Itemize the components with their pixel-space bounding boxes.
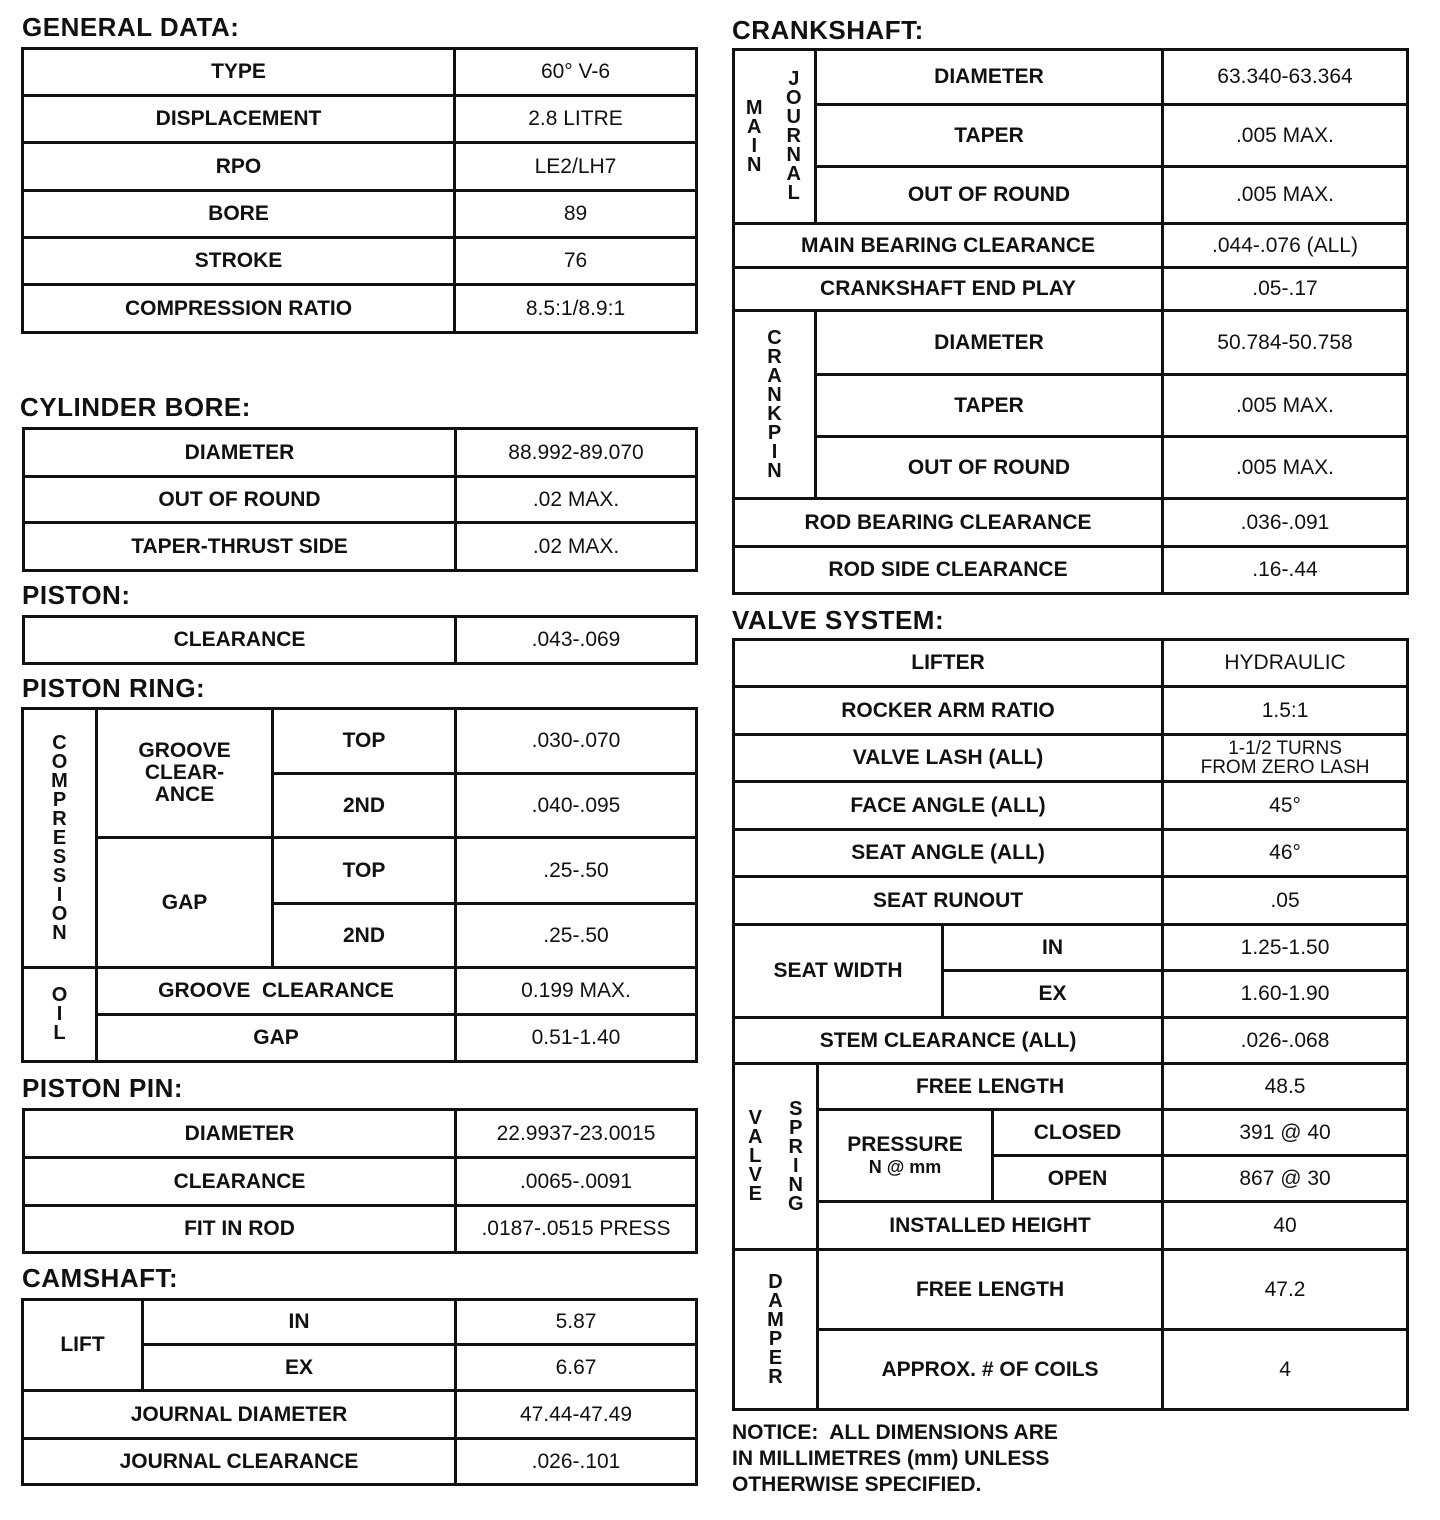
stroke-value: 76	[455, 238, 697, 285]
vertical-letter: C	[767, 326, 782, 349]
bore-label: BORE	[23, 191, 455, 238]
table-row	[734, 782, 1408, 830]
vertical-letter: L	[787, 182, 800, 204]
groove-2nd-value: .040-.095	[456, 774, 697, 838]
rod-side-label: ROD SIDE CLEARANCE	[734, 547, 1163, 594]
table-row	[734, 375, 1408, 437]
vertical-letter: L	[749, 1145, 762, 1167]
crankpin-vertical-label	[734, 311, 816, 499]
camshaft-table	[21, 1298, 698, 1486]
groove-clearance-label: GROOVE CLEAR- ANCE	[97, 709, 273, 838]
vertical-letter: O	[51, 902, 68, 925]
seat-width-ex-value: 1.60-1.90	[1163, 971, 1408, 1018]
table-row	[24, 429, 697, 477]
lift-ex-label: EX	[143, 1345, 456, 1391]
vertical-letter: R	[768, 1365, 783, 1388]
bore-out-of-round-value: .02 MAX.	[456, 477, 697, 523]
journal-vertical-label	[774, 50, 816, 224]
stem-clearance-label: STEM CLEARANCE (ALL)	[734, 1018, 1163, 1064]
pin-taper-value: .005 MAX.	[1163, 375, 1408, 437]
journal-diameter-value: 47.44-47.49	[456, 1391, 697, 1439]
main-letters	[739, 96, 770, 176]
piston-clearance-label: CLEARANCE	[24, 617, 456, 664]
piston-clearance-value: .043-.069	[456, 617, 697, 664]
vertical-letter: R	[52, 807, 67, 830]
piston-pin-heading: PISTON PIN:	[22, 1073, 184, 1103]
valve-system-table	[732, 638, 1409, 1411]
displacement-label: DISPLACEMENT	[23, 96, 455, 143]
table-row	[734, 640, 1408, 687]
vertical-letter: V	[748, 1164, 762, 1186]
oil-letters	[28, 986, 91, 1043]
rod-side-value: .16-.44	[1163, 547, 1408, 594]
type-value: 60° V-6	[455, 49, 697, 96]
spring-letters	[780, 1097, 813, 1215]
end-play-label: CRANKSHAFT END PLAY	[734, 268, 1163, 311]
vertical-letter: I	[792, 1154, 799, 1177]
rocker-arm-value: 1.5:1	[1163, 687, 1408, 735]
journal-clearance-label: JOURNAL CLEARANCE	[23, 1439, 456, 1485]
lift-ex-value: 6.67	[456, 1345, 697, 1391]
pin-clearance-label: CLEARANCE	[24, 1158, 456, 1206]
vertical-letter: N	[747, 153, 762, 176]
valve-lash-label: VALVE LASH (ALL)	[734, 735, 1163, 782]
main-bearing-value: .044-.076 (ALL)	[1163, 224, 1408, 268]
piston-pin-table	[22, 1108, 698, 1254]
vertical-letter: R	[786, 125, 801, 147]
vertical-letter: I	[771, 440, 778, 463]
piston-ring-heading: PISTON RING:	[22, 673, 206, 703]
vertical-letter: N	[52, 921, 67, 944]
pin-taper-label: TAPER	[816, 375, 1163, 437]
seat-runout-value: .05	[1163, 877, 1408, 925]
pressure-label: PRESSURE N @ mm	[818, 1110, 993, 1202]
installed-height-value: 40	[1163, 1202, 1408, 1250]
table-row	[734, 925, 1408, 971]
table-row	[23, 1391, 697, 1439]
valve-letters	[739, 1109, 772, 1204]
face-angle-label: FACE ANGLE (ALL)	[734, 782, 1163, 830]
installed-height-label: INSTALLED HEIGHT	[818, 1202, 1163, 1250]
seat-width-in-label: IN	[943, 925, 1163, 971]
table-row	[23, 238, 697, 285]
table-row	[24, 1158, 697, 1206]
crankshaft-heading: CRANKSHAFT:	[732, 15, 924, 45]
cylinder-bore-heading: CYLINDER BORE:	[20, 392, 251, 422]
crankpin-diameter-value: 50.784-50.758	[1163, 311, 1408, 375]
open-label: OPEN	[993, 1156, 1163, 1202]
table-row	[734, 1250, 1408, 1330]
pin-diameter-label: DIAMETER	[816, 311, 1163, 375]
vertical-letter: A	[767, 364, 782, 387]
table-row	[734, 437, 1408, 499]
vertical-letter: A	[786, 163, 801, 185]
vertical-letter: E	[748, 1183, 762, 1205]
damper-free-length-label: FREE LENGTH	[818, 1250, 1163, 1330]
table-row	[24, 1110, 697, 1158]
journal-diameter-label: JOURNAL DIAMETER	[23, 1391, 456, 1439]
vertical-letter: I	[751, 134, 758, 157]
table-row	[734, 1110, 1408, 1156]
main-vertical-label	[734, 50, 774, 224]
table-row	[24, 523, 697, 571]
valve-lash-value: 1-1/2 TURNS FROM ZERO LASH	[1163, 735, 1408, 782]
pin-oor-value: .005 MAX.	[1163, 437, 1408, 499]
rod-bearing-label: ROD BEARING CLEARANCE	[734, 499, 1163, 547]
crankpin-letters	[739, 326, 810, 482]
table-row	[734, 268, 1408, 311]
gap-2nd-label: 2ND	[273, 904, 456, 968]
lift-label: LIFT	[23, 1300, 143, 1391]
table-row	[23, 49, 697, 96]
vertical-letter: M	[767, 1308, 784, 1331]
fit-in-rod-label: FIT IN ROD	[24, 1206, 456, 1253]
lifter-label: LIFTER	[734, 640, 1163, 687]
vertical-letter: O	[51, 750, 68, 773]
vertical-letter: A	[748, 1126, 763, 1148]
table-row	[23, 285, 697, 333]
vertical-letter: I	[56, 1003, 63, 1025]
seat-width-label: SEAT WIDTH	[734, 925, 943, 1018]
general-data-table	[21, 47, 698, 334]
vertical-letter: I	[56, 883, 63, 906]
lift-in-label: IN	[143, 1300, 456, 1345]
bore-diameter-label: DIAMETER	[24, 429, 456, 477]
vertical-letter: U	[786, 106, 801, 128]
main-taper-label: TAPER	[816, 105, 1163, 167]
vertical-letter: N	[767, 459, 782, 482]
lifter-value: HYDRAULIC	[1163, 640, 1408, 687]
spring-vertical-label	[776, 1064, 818, 1250]
gap-label: GAP	[97, 838, 273, 968]
table-row	[23, 709, 697, 774]
piston-table	[22, 615, 698, 665]
seat-width-ex-label: EX	[943, 971, 1163, 1018]
piston-ring-table	[21, 707, 698, 1063]
main-diameter-label: DIAMETER	[816, 50, 1163, 105]
spring-free-length-label: FREE LENGTH	[818, 1064, 1163, 1110]
pin-diameter-label: DIAMETER	[24, 1110, 456, 1158]
table-row	[734, 1330, 1408, 1410]
gap-2nd-value: .25-.50	[456, 904, 697, 968]
table-row	[734, 830, 1408, 877]
vertical-letter: O	[51, 984, 68, 1006]
notice-text: NOTICE: ALL DIMENSIONS ARE IN MILLIMETRES (mm) UNLESS OTHERWISE SPECIFIED.	[732, 1421, 1058, 1496]
table-row	[734, 877, 1408, 925]
table-row	[734, 224, 1408, 268]
piston-heading: PISTON:	[22, 580, 131, 610]
taper-thrust-label: TAPER-THRUST SIDE	[24, 523, 456, 571]
general-data-heading: GENERAL DATA:	[22, 12, 240, 42]
open-value: 867 @ 30	[1163, 1156, 1408, 1202]
pin-oor-label: OUT OF ROUND	[816, 437, 1163, 499]
seat-angle-label: SEAT ANGLE (ALL)	[734, 830, 1163, 877]
pin-diameter-value: 22.9937-23.0015	[456, 1110, 697, 1158]
gap-top-label: TOP	[273, 838, 456, 904]
main-oor-label: OUT OF ROUND	[816, 167, 1163, 224]
table-row	[734, 1064, 1408, 1110]
table-row	[734, 735, 1408, 782]
oil-vertical-label	[23, 968, 97, 1062]
groove-top-value: .030-.070	[456, 709, 697, 774]
main-bearing-label: MAIN BEARING CLEARANCE	[734, 224, 1163, 268]
rpo-label: RPO	[23, 143, 455, 191]
table-row	[734, 167, 1408, 224]
taper-thrust-value: .02 MAX.	[456, 523, 697, 571]
coils-label: APPROX. # OF COILS	[818, 1330, 1163, 1410]
compression-vertical-label	[23, 709, 97, 968]
table-row	[23, 838, 697, 904]
vertical-letter: L	[53, 1022, 66, 1044]
cylinder-bore-table	[22, 427, 698, 572]
groove-top-label: TOP	[273, 709, 456, 774]
rpo-value: LE2/LH7	[455, 143, 697, 191]
vertical-letter: P	[768, 1327, 783, 1350]
vertical-letter: E	[52, 826, 67, 849]
vertical-letter: E	[768, 1346, 783, 1369]
damper-free-length-value: 47.2	[1163, 1250, 1408, 1330]
damper-vertical-label	[734, 1250, 818, 1410]
vertical-letter: V	[748, 1107, 762, 1129]
valve-vertical-label	[734, 1064, 776, 1250]
displacement-value: 2.8 LITRE	[455, 96, 697, 143]
end-play-value: .05-.17	[1163, 268, 1408, 311]
vertical-letter: J	[788, 68, 800, 90]
table-row	[734, 499, 1408, 547]
vertical-letter: N	[767, 383, 782, 406]
table-row	[734, 687, 1408, 735]
main-diameter-value: 63.340-63.364	[1163, 50, 1408, 105]
vertical-letter: N	[786, 144, 801, 166]
table-row	[23, 1300, 697, 1345]
camshaft-heading: CAMSHAFT:	[22, 1263, 179, 1293]
bore-value: 89	[455, 191, 697, 238]
table-row	[23, 191, 697, 238]
vertical-letter: R	[767, 345, 782, 368]
type-label: TYPE	[23, 49, 455, 96]
pin-clearance-value: .0065-.0091	[456, 1158, 697, 1206]
oil-groove-clearance-label: GROOVE CLEARANCE	[97, 968, 456, 1015]
stroke-label: STROKE	[23, 238, 455, 285]
main-taper-value: .005 MAX.	[1163, 105, 1408, 167]
lift-in-value: 5.87	[456, 1300, 697, 1345]
closed-label: CLOSED	[993, 1110, 1163, 1156]
seat-angle-value: 46°	[1163, 830, 1408, 877]
table-row	[734, 1202, 1408, 1250]
seat-runout-label: SEAT RUNOUT	[734, 877, 1163, 925]
vertical-letter: K	[767, 402, 782, 425]
vertical-letter: A	[747, 115, 762, 138]
vertical-letter: C	[52, 731, 67, 754]
vertical-letter: N	[788, 1173, 803, 1196]
main-oor-value: .005 MAX.	[1163, 167, 1408, 224]
closed-value: 391 @ 40	[1163, 1110, 1408, 1156]
vertical-letter: P	[52, 788, 67, 811]
vertical-letter: G	[787, 1192, 804, 1215]
table-row	[23, 1015, 697, 1062]
oil-groove-clearance-value: 0.199 MAX.	[456, 968, 697, 1015]
table-row	[24, 477, 697, 523]
vertical-letter: S	[52, 864, 67, 887]
groove-2nd-label: 2ND	[273, 774, 456, 838]
table-row	[734, 311, 1408, 375]
crankshaft-table	[732, 48, 1409, 595]
vertical-letter: S	[789, 1097, 803, 1120]
oil-gap-value: 0.51-1.40	[456, 1015, 697, 1062]
compression-ratio-label: COMPRESSION RATIO	[23, 285, 455, 333]
table-row	[23, 143, 697, 191]
table-row	[23, 96, 697, 143]
table-row	[734, 1018, 1408, 1064]
table-row	[23, 1439, 697, 1485]
spring-free-length-value: 48.5	[1163, 1064, 1408, 1110]
table-row	[734, 547, 1408, 594]
table-row	[24, 1206, 697, 1253]
face-angle-value: 45°	[1163, 782, 1408, 830]
vertical-letter: M	[745, 96, 763, 119]
vertical-letter: A	[768, 1289, 783, 1312]
rod-bearing-value: .036-.091	[1163, 499, 1408, 547]
vertical-letter: O	[785, 87, 802, 109]
vertical-letter: S	[52, 845, 67, 868]
compression-ratio-value: 8.5:1/8.9:1	[455, 285, 697, 333]
table-row	[24, 617, 697, 664]
journal-letters	[778, 70, 811, 203]
table-row	[734, 50, 1408, 105]
bore-diameter-value: 88.992-89.070	[456, 429, 697, 477]
compression-letters	[28, 731, 91, 944]
stem-clearance-value: .026-.068	[1163, 1018, 1408, 1064]
vertical-letter: D	[768, 1270, 783, 1293]
vertical-letter: P	[789, 1116, 803, 1139]
vertical-letter: R	[788, 1135, 803, 1158]
coils-value: 4	[1163, 1330, 1408, 1410]
bore-out-of-round-label: OUT OF ROUND	[24, 477, 456, 523]
gap-top-value: .25-.50	[456, 838, 697, 904]
valve-system-heading: VALVE SYSTEM:	[732, 605, 945, 635]
seat-width-in-value: 1.25-1.50	[1163, 925, 1408, 971]
vertical-letter: M	[51, 769, 68, 792]
fit-in-rod-value: .0187-.0515 PRESS	[456, 1206, 697, 1253]
vertical-letter: P	[767, 421, 782, 444]
rocker-arm-label: ROCKER ARM RATIO	[734, 687, 1163, 735]
table-row	[23, 968, 697, 1015]
oil-gap-label: GAP	[97, 1015, 456, 1062]
journal-clearance-value: .026-.101	[456, 1439, 697, 1485]
table-row	[734, 105, 1408, 167]
damper-letters	[739, 1270, 812, 1388]
